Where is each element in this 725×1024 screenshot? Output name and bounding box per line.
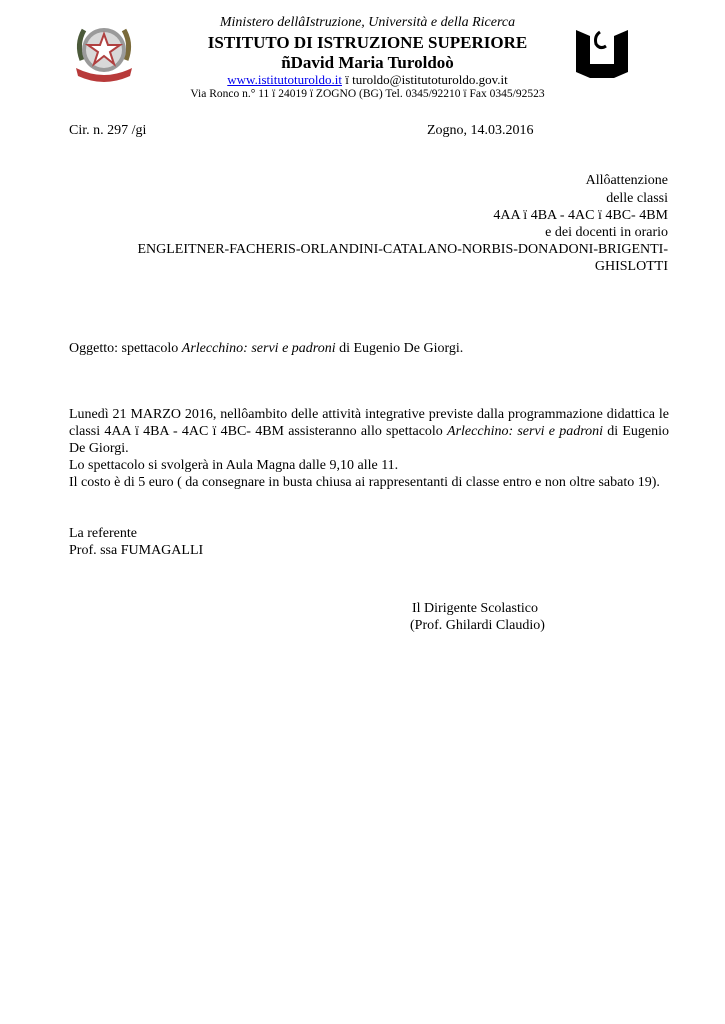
body-paragraph <box>69 406 669 457</box>
recipient-teachers: GHISLOTTI <box>594 259 668 274</box>
ministry-line: Ministero dellâIstruzione, Università e della Ricerca <box>219 15 516 30</box>
place-date: Zogno, 14.03.2016 <box>427 123 534 138</box>
show-title: Arlecchino: servi e padroni <box>447 424 604 439</box>
body-paragraph: Lo spettacolo si svolgerà in Aula Magna dalle 9,10 alle 11. <box>69 458 399 473</box>
body-text: Lunedì 21 MARZO 2016, nellôambito delle attività integrative previste dalla programmazione didattica le classi 4AA ï 4BA - 4AC ï 4BC- 4BM assisteranno allo spettacolo <box>69 407 669 439</box>
school-logo <box>574 24 630 82</box>
subject-prefix: Oggetto: spettacolo <box>69 341 182 356</box>
body-paragraph: Il costo è di 5 euro ( da consegnare in busta chiusa ai rappresentanti di classe entro e non oltre sabato 19). <box>69 475 660 490</box>
circular-number: Cir. n. 297 /gi <box>69 123 147 138</box>
institute-title: ISTITUTO DI ISTRUZIONE SUPERIORE <box>207 33 528 52</box>
school-name: ñDavid Maria Turoldoò <box>281 53 454 72</box>
signature-role: Il Dirigente Scolastico <box>412 601 538 616</box>
email-address: turoldo@istitutoturoldo.gov.it <box>352 72 508 87</box>
website-link[interactable]: www.istitutoturoldo.it <box>227 72 342 87</box>
signature-name: (Prof. Ghilardi Claudio) <box>410 618 545 633</box>
body-text: di Eugenio De Giorgi. <box>69 424 669 456</box>
show-title: Arlecchino: servi e padroni <box>181 341 336 356</box>
address-line: Via Ronco n.° 11 ï 24019 ï ZOGNO (BG) Tel. 0345/92210 ï Fax 0345/92523 <box>190 88 545 100</box>
recipient-line: e dei docenti in orario <box>545 225 668 240</box>
referent-label: La referente <box>69 526 137 541</box>
circular-body <box>69 406 669 491</box>
italian-republic-emblem <box>68 16 140 88</box>
contacts-line <box>160 72 575 88</box>
recipient-classes: 4AA ï 4BA - 4AC ï 4BC- 4BM <box>493 208 668 223</box>
recipient-line: Allôattenzione <box>585 173 668 188</box>
referent-name: Prof. ssa FUMAGALLI <box>69 543 204 558</box>
subject-suffix: di Eugenio De Giorgi. <box>335 341 464 356</box>
subject-line <box>69 340 463 357</box>
recipient-line: delle classi <box>606 191 668 206</box>
recipient-teachers: ENGLEITNER-FACHERIS-ORLANDINI-CATALANO-NORBIS-DONADONI-BRIGENTI- <box>137 242 668 257</box>
contact-separator: ï <box>342 72 353 87</box>
